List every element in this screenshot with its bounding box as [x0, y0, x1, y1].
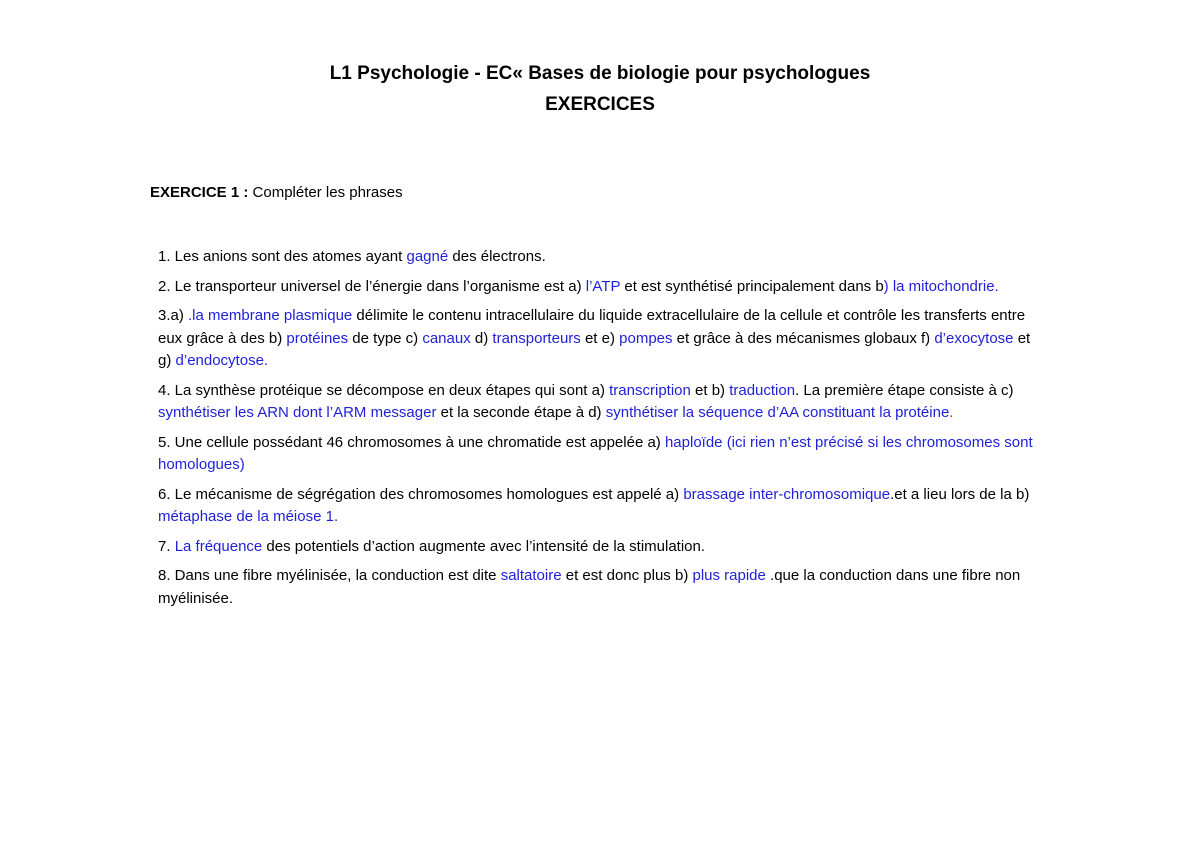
exercise-instruction: Compléter les phrases [252, 184, 403, 201]
answer-text: synthétiser les ARN dont l’ARM messager [158, 404, 437, 421]
answer-text: l’ATP [585, 277, 621, 295]
question-text: 2. Le transporteur universel de l’énergie dans l’organisme est a) [158, 277, 586, 295]
answer-text: .la membrane plasmique [188, 307, 353, 324]
question-text: .et a lieu lors de la b) [890, 485, 1030, 503]
question-text: et b) [690, 381, 730, 399]
answer-text: ) la mitochondrie. [883, 277, 999, 295]
exercise-item-4 [158, 380, 1038, 425]
document-subtitle: EXERCICES [545, 94, 655, 115]
question-text: . La première étape consiste à c) [795, 381, 1014, 399]
question-text: et est donc plus b) [561, 567, 693, 584]
answer-text: plus rapide [692, 567, 766, 584]
answer-text: brassage inter-chromosomique [683, 485, 891, 503]
answer-text: canaux [422, 329, 471, 347]
answer-text: protéines [286, 329, 349, 347]
answer-text: haploïde (ici rien n’est précisé si les chromosomes sont homologues) [158, 433, 1033, 473]
question-text: des potentiels d’action augmente avec l’intensité de la stimulation. [262, 537, 706, 555]
exercise-item-2 [158, 276, 1038, 299]
document-title: L1 Psychologie - EC« Bases de biologie pour psychologues [329, 63, 871, 84]
answer-text: métaphase de la méiose 1. [158, 508, 339, 525]
exercise-item-8 [158, 565, 1038, 610]
exercise-list [158, 246, 1038, 617]
answer-text: . [949, 404, 954, 421]
question-text: et e) [580, 329, 620, 347]
answer-text: La fréquence [174, 537, 263, 555]
question-text: 5. Une cellule possédant 46 chromosomes à une chromatide est appelée a) [158, 433, 665, 451]
question-text: des électrons. [448, 248, 546, 265]
question-text: .que la conduction dans une fibre non myélinisée. [158, 567, 1021, 607]
exercise-item-3 [158, 305, 1038, 373]
question-text: et est synthétisé principalement dans b [620, 277, 884, 295]
question-text: 7. [158, 537, 175, 555]
answer-text: transporteurs [492, 329, 581, 347]
question-text: et la seconde étape à d) [436, 404, 606, 421]
question-text: et grâce à des mécanismes globaux f) [672, 329, 935, 347]
answer-text: traduction [729, 381, 796, 399]
question-text: d) [470, 329, 493, 347]
answer-text: pompes [619, 329, 673, 347]
answer-text: synthétiser la séquence d’AA constituant la protéine [605, 404, 950, 421]
exercise-item-6 [158, 484, 1038, 529]
question-text: 1. Les anions sont des atomes ayant [158, 248, 407, 265]
exercise-heading [150, 184, 403, 201]
exercise-label: EXERCICE 1 : [150, 184, 249, 201]
question-text: 4. La synthèse protéique se décompose en deux étapes qui sont a) [158, 381, 610, 399]
question-text: délimite le contenu intracellulaire du liquide extracellulaire de la cellule et contrôle les transferts entre eux grâce à des b) [158, 307, 1026, 347]
answer-text: transcription [609, 381, 691, 399]
answer-text: gagné [406, 248, 449, 265]
question-text: 3.a) [158, 307, 189, 324]
answer-text: d’endocytose. [175, 352, 269, 369]
answer-text: saltatoire [500, 567, 562, 584]
question-text: de type c) [348, 329, 423, 347]
exercise-item-7 [158, 536, 1038, 559]
answer-text: d’exocytose [934, 329, 1014, 347]
question-text: et g) [158, 329, 1031, 369]
question-text: 8. Dans une fibre myélinisée, la conduction est dite [158, 567, 501, 584]
exercise-item-1 [158, 246, 1038, 269]
exercise-item-5 [158, 432, 1038, 477]
question-text: 6. Le mécanisme de ségrégation des chromosomes homologues est appelé a) [158, 485, 684, 503]
